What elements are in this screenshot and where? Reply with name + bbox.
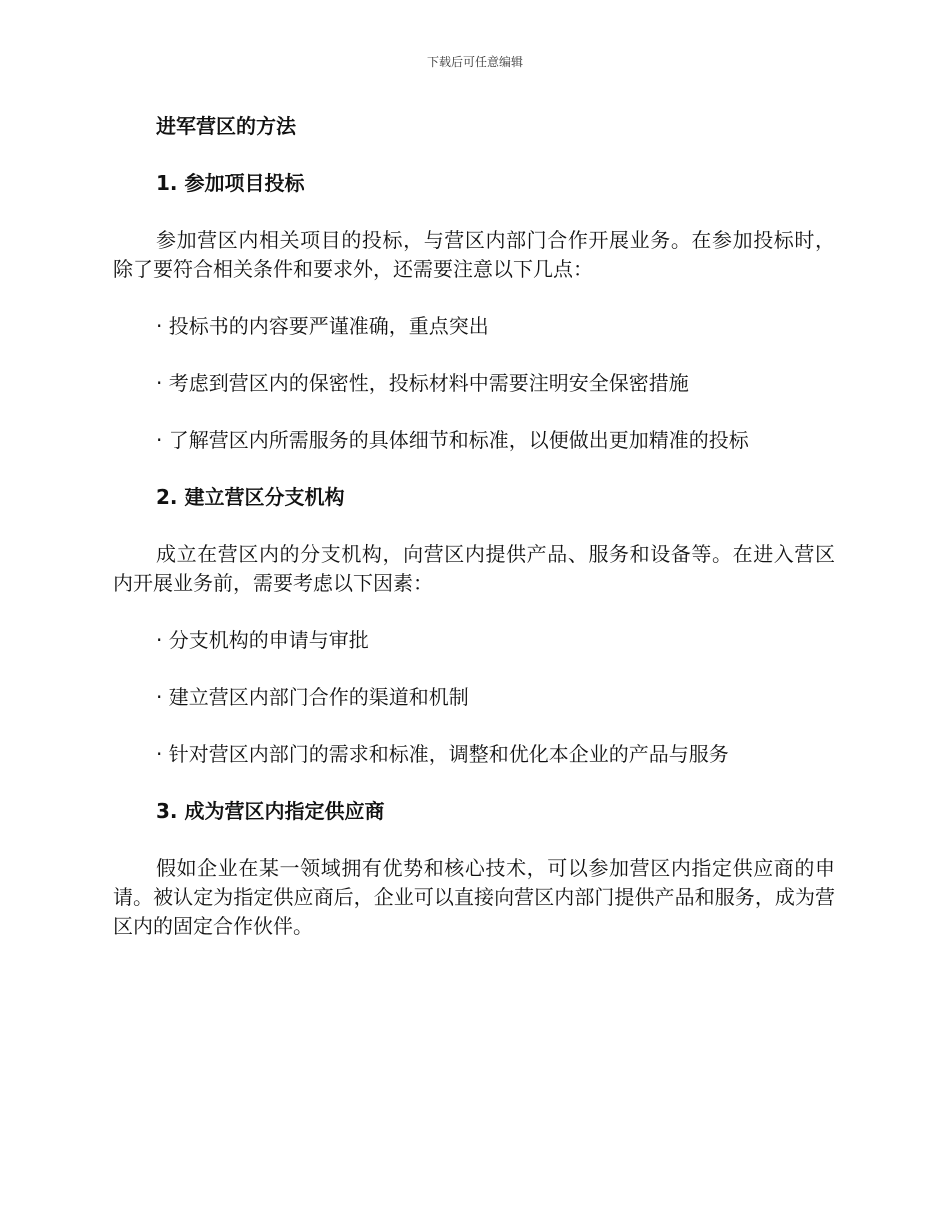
bullet-item: · 投标书的内容要严谨准确，重点突出 <box>156 314 489 338</box>
section-paragraph-3: 假如企业在某一领域拥有优势和核心技术，可以参加营区内指定供应商的申请。被认定为指定供应商后，企业可以直接向营区内部门提供产品和服务，成为营区内的固定合作伙伴。 <box>113 856 835 938</box>
section-paragraph-2: 成立在营区内的分支机构，向营区内提供产品、服务和设备等。在进入营区内开展业务前，需要考虑以下因素： <box>113 542 835 595</box>
bullet-item: · 考虑到营区内的保密性，投标材料中需要注明安全保密措施 <box>156 371 689 395</box>
section-heading-3: 3. 成为营区内指定供应商 <box>156 799 385 823</box>
bullet-item: · 了解营区内所需服务的具体细节和标准，以便做出更加精准的投标 <box>156 428 749 452</box>
bullet-item: · 针对营区内部门的需求和标准，调整和优化本企业的产品与服务 <box>156 742 729 766</box>
document-body <box>113 112 835 969</box>
section-paragraph-1: 参加营区内相关项目的投标，与营区内部门合作开展业务。在参加投标时，除了要符合相关条件和要求外，还需要注意以下几点： <box>113 228 835 281</box>
section-heading-2: 2. 建立营区分支机构 <box>156 485 345 509</box>
document-title: 进军营区的方法 <box>156 114 296 138</box>
section-heading-1: 1. 参加项目投标 <box>156 171 305 195</box>
bullet-item: · 建立营区内部门合作的渠道和机制 <box>156 685 469 709</box>
bullet-item: · 分支机构的申请与审批 <box>156 628 369 652</box>
page-header: 下载后可任意编辑 <box>426 55 523 69</box>
